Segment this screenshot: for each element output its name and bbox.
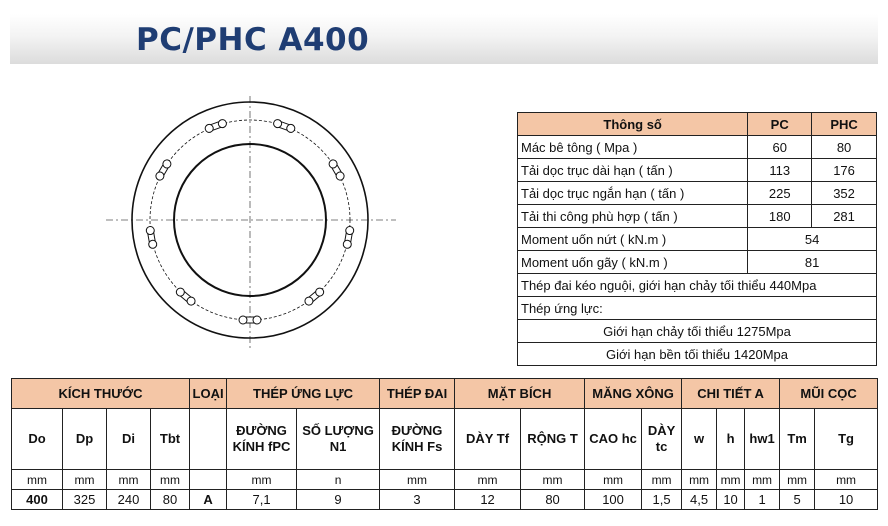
unit-cell: mm	[380, 470, 455, 490]
sub-header-line: CAO hc	[589, 431, 637, 446]
sub-header-line: Do	[28, 431, 46, 446]
unit-cell: mm	[455, 470, 521, 490]
value-cell: 12	[455, 490, 521, 510]
group-header: THÉP ĐAI	[380, 379, 455, 409]
value-cell: 4,5	[682, 490, 717, 510]
spec-merged-value: 81	[748, 251, 877, 274]
sub-header-row	[12, 409, 878, 470]
unit-cell: mm	[745, 470, 780, 490]
group-header: MĂNG XÔNG	[585, 379, 682, 409]
spec-label: Mác bê tông ( Mpa )	[518, 136, 748, 159]
sub-header-line: Tg	[838, 431, 854, 446]
sub-header-line: h	[726, 431, 735, 446]
spec-label: Moment uốn gãy ( kN.m )	[518, 251, 748, 274]
sub-header-line: w	[694, 431, 705, 446]
sub-header-line: RỘNG T	[527, 431, 578, 446]
page-title: PC/PHC A400	[136, 22, 370, 58]
unit-cell: mm	[521, 470, 585, 490]
sub-header-line: Di	[122, 431, 135, 446]
spec-row	[518, 343, 877, 366]
sub-header	[380, 409, 455, 470]
value-cell: 7,1	[227, 490, 297, 510]
spec-pc-value: 180	[748, 205, 812, 228]
bolt-circle	[239, 316, 247, 324]
value-cell: 1	[745, 490, 780, 510]
unit-row	[12, 470, 878, 490]
dimension-table	[11, 378, 878, 510]
sub-header	[190, 409, 227, 470]
sub-header-line: Tm	[787, 431, 807, 446]
value-cell: 9	[297, 490, 380, 510]
value-cell: 325	[63, 490, 107, 510]
group-header: THÉP ỨNG LỰC	[227, 379, 380, 409]
unit-cell: mm	[642, 470, 682, 490]
center-lines	[106, 96, 396, 350]
sub-header-line: SỐ LƯỢNG	[302, 423, 374, 438]
sub-header-line: N1	[329, 439, 347, 454]
sub-header	[227, 409, 297, 470]
spec-row	[518, 228, 877, 251]
value-cell: 80	[151, 490, 190, 510]
value-row	[12, 490, 878, 510]
group-header: KÍCH THƯỚC	[12, 379, 190, 409]
spec-center-row: Giới hạn bền tối thiểu 1420Mpa	[518, 343, 877, 366]
sub-header-line: Dp	[75, 431, 94, 446]
unit-cell: mm	[107, 470, 151, 490]
value-cell: 100	[585, 490, 642, 510]
spec-center-row: Giới hạn chảy tối thiểu 1275Mpa	[518, 320, 877, 343]
unit-cell: mm	[780, 470, 815, 490]
sub-header	[585, 409, 642, 470]
spec-phc-value: 80	[812, 136, 877, 159]
sub-header	[12, 409, 63, 470]
sub-header	[682, 409, 717, 470]
unit-cell: n	[297, 470, 380, 490]
spec-label: Tải dọc trục dài hạn ( tấn )	[518, 159, 748, 182]
spec-pc-value: 113	[748, 159, 812, 182]
sub-header	[717, 409, 745, 470]
spec-row	[518, 182, 877, 205]
pile-cross-section-drawing	[100, 92, 400, 354]
sub-header-line: DÀY Tf	[465, 431, 510, 446]
spec-pc-value: 60	[748, 136, 812, 159]
unit-cell: mm	[12, 470, 63, 490]
spec-header-param: Thông số	[518, 113, 748, 136]
bolt-hole	[272, 118, 295, 133]
bolt-hole	[343, 226, 355, 249]
bolt-hole	[175, 286, 197, 306]
value-cell: 3	[380, 490, 455, 510]
unit-cell: mm	[585, 470, 642, 490]
spec-merged-value: 54	[748, 228, 877, 251]
group-header: MŨI CỌC	[780, 379, 878, 409]
spec-row	[518, 205, 877, 228]
unit-cell: mm	[151, 470, 190, 490]
sub-header	[297, 409, 380, 470]
group-header: MẶT BÍCH	[455, 379, 585, 409]
sub-header-line: DÀY	[647, 423, 676, 438]
spec-table	[517, 112, 877, 366]
sub-header-line: hw1	[749, 431, 775, 446]
spec-phc-value: 352	[812, 182, 877, 205]
spec-full-row: Thép ứng lực:	[518, 297, 877, 320]
sub-header	[107, 409, 151, 470]
unit-cell: mm	[63, 470, 107, 490]
spec-row	[518, 251, 877, 274]
value-cell: 10	[717, 490, 745, 510]
spec-header-pc: PC	[748, 113, 812, 136]
spec-row	[518, 297, 877, 320]
spec-label: Tải thi công phù hợp ( tấn )	[518, 205, 748, 228]
bolt-hole	[328, 158, 346, 181]
bolt-hole	[154, 158, 172, 181]
sub-header	[642, 409, 682, 470]
bolt-circle	[253, 316, 261, 324]
spec-row	[518, 274, 877, 297]
bolt-hole	[239, 316, 261, 324]
value-cell: 400	[12, 490, 63, 510]
unit-cell: mm	[227, 470, 297, 490]
value-cell: A	[190, 490, 227, 510]
spec-phc-value: 281	[812, 205, 877, 228]
value-cell: 10	[815, 490, 878, 510]
sub-header	[63, 409, 107, 470]
bolt-hole	[204, 118, 227, 133]
value-cell: 5	[780, 490, 815, 510]
group-header: CHI TIẾT A	[682, 379, 780, 409]
spec-row	[518, 320, 877, 343]
value-cell: 1,5	[642, 490, 682, 510]
sub-header-line: KÍNH fPC	[232, 439, 291, 454]
spec-row	[518, 136, 877, 159]
spec-full-row: Thép đai kéo nguội, giới hạn chảy tối thiểu 440Mpa	[518, 274, 877, 297]
sub-header	[151, 409, 190, 470]
sub-header-line: tc	[655, 439, 668, 454]
sub-header-line: ĐƯỜNG	[236, 423, 287, 438]
sub-header	[815, 409, 878, 470]
spec-pc-value: 225	[748, 182, 812, 205]
value-cell: 80	[521, 490, 585, 510]
sub-header	[521, 409, 585, 470]
sub-header-line: Tbt	[159, 431, 181, 446]
spec-phc-value: 176	[812, 159, 877, 182]
bolt-hole	[146, 226, 158, 249]
sub-header-line: ĐƯỜNG	[391, 423, 443, 438]
unit-cell: mm	[717, 470, 745, 490]
group-header: LOẠI	[190, 379, 227, 409]
unit-cell: mm	[815, 470, 878, 490]
sub-header	[745, 409, 780, 470]
value-cell: 240	[107, 490, 151, 510]
sub-header	[455, 409, 521, 470]
spec-header-phc: PHC	[812, 113, 877, 136]
sub-header	[780, 409, 815, 470]
spec-row	[518, 159, 877, 182]
spec-label: Tải dọc trục ngắn hạn ( tấn )	[518, 182, 748, 205]
bolt-hole	[303, 286, 325, 306]
unit-cell: mm	[682, 470, 717, 490]
unit-cell	[190, 470, 227, 490]
sub-header-line: KÍNH Fs	[391, 439, 443, 454]
spec-label: Moment uốn nứt ( kN.m )	[518, 228, 748, 251]
group-header-row	[12, 379, 878, 409]
